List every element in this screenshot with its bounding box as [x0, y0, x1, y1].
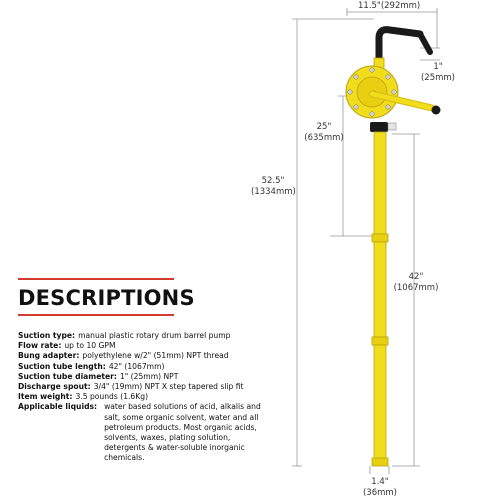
spec-label: Flow rate: — [18, 341, 62, 351]
tube-joint-1 — [372, 234, 388, 242]
spec-applicable-liquids — [18, 402, 288, 463]
spec-label: Applicable liquids: — [18, 402, 98, 412]
bung-adapter — [370, 122, 388, 132]
handle-diameter-label — [418, 62, 458, 84]
handle-grip — [379, 30, 420, 62]
spec-flow-rate — [18, 341, 288, 351]
pump-head-height-label — [304, 122, 344, 144]
spec-value: water based solutions of acid, alkalis and salt, some organic solvent, water and all petroleum products. Most organic acids, solvents, waxes, plating solution, detergents & water-soluble inorganic chemicals. — [104, 402, 261, 463]
heading-rule-bottom — [18, 314, 174, 316]
tube-section-lower — [374, 345, 386, 460]
spec-label: Bung adapter: — [18, 351, 80, 361]
total-height-mm: (1334mm) — [251, 187, 296, 197]
pump-head-height-mm: (635mm) — [304, 133, 344, 143]
handle-width-label: 11.5"(292mm) — [358, 1, 421, 11]
suction-tube — [372, 132, 388, 466]
spec-value: up to 10 GPM — [64, 341, 116, 351]
tube-section-middle — [374, 242, 386, 337]
tube-joint-2 — [372, 337, 388, 345]
spec-label: Suction tube diameter: — [18, 371, 117, 381]
spec-value: 1" (25mm) NPT — [119, 371, 179, 381]
specifications-list — [18, 331, 288, 464]
spec-value: 3.5 pounds (1.6Kg) — [75, 392, 149, 402]
heading-rule-top — [18, 278, 174, 280]
spec-bung-adapter — [18, 351, 288, 361]
spec-discharge-spout — [18, 382, 288, 392]
spec-label: Discharge spout: — [18, 382, 91, 392]
tip-diameter-mm: (36mm) — [362, 488, 397, 498]
spec-item-weight — [18, 392, 288, 402]
handle-diameter-mm: (25mm) — [420, 73, 455, 83]
tube-length-label — [392, 272, 440, 294]
spec-tube-diameter — [18, 372, 288, 382]
tube-length-mm: (1067mm) — [393, 283, 439, 293]
handle-diameter-in: 1" — [433, 62, 443, 72]
total-height-label — [251, 176, 295, 198]
descriptions-heading: DESCRIPTIONS — [18, 286, 195, 310]
spec-label: Suction type: — [18, 331, 76, 340]
handle-arm — [420, 34, 430, 52]
spec-label: Item weight: — [18, 392, 73, 402]
tube-tip — [372, 458, 388, 466]
spec-value: 3/4" (19mm) NPT X step tapered slip fit — [93, 382, 244, 392]
crank-handle — [379, 30, 430, 62]
crank-knob — [432, 106, 441, 115]
tip-diameter-in: 1.4" — [371, 477, 389, 487]
tip-diameter-label — [360, 477, 400, 499]
spec-label: Suction tube length: — [18, 361, 106, 371]
tube-length-in: 42" — [408, 272, 424, 282]
vent-plug — [388, 123, 396, 130]
spec-value: polyethylene w/2" (51mm) NPT thread — [82, 351, 229, 361]
tube-section-upper — [374, 132, 386, 234]
spec-tube-length — [18, 362, 288, 372]
spec-value: 42" (1067mm) — [108, 361, 165, 371]
spec-suction-type — [18, 331, 288, 341]
pump-head-height-in: 25" — [316, 122, 332, 132]
spec-value: manual plastic rotary drum barrel pump — [78, 331, 231, 340]
total-height-in: 52.5" — [261, 176, 285, 186]
